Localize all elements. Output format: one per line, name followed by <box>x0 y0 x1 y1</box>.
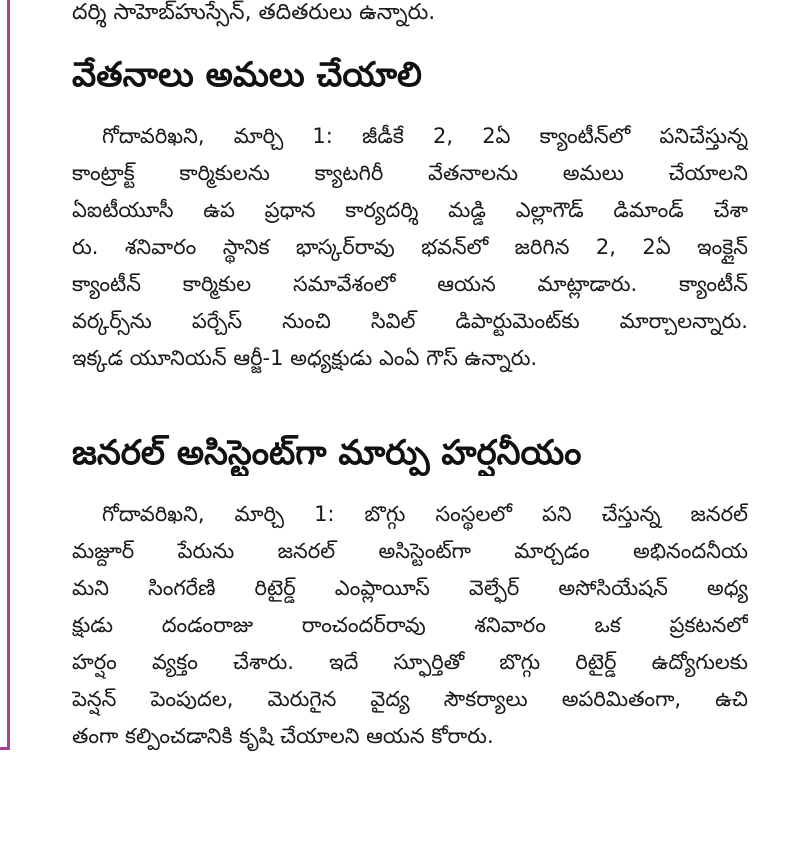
article-2-line: మజ్దూర్ పేరును జనరల్ అసిస్టెంట్‌గా మార్చడం అభినందనీయ <box>72 539 748 563</box>
article-2-line: పెన్షన్ పెంపుదల, మెరుగైన వైద్య సౌకర్యాలు అపరిమితంగా, ఉచి <box>72 687 748 711</box>
article-2-line: హర్షం వ్యక్తం చేశారు. ఇదే స్ఫూర్తితో బొగ్గు రిటైర్డ్ ఉద్యోగులకు <box>72 650 748 674</box>
article-2-headline: జనరల్ అసిస్టెంట్‌గా మార్పు హర్షనీయం <box>72 433 582 473</box>
border-rule-vertical <box>7 0 10 747</box>
article-1-line: ఇక్కడ యూనియన్ ఆర్జీ-1 అధ్యక్షుడు ఎంఏ గౌస్ ఉన్నారు. <box>72 346 538 370</box>
article-2-line: క్షుడు దండంరాజు రాంచందర్‌రావు శనివారం ఒక ప్రకటనలో <box>72 613 748 637</box>
article-1-line: వర్కర్స్‌ను పర్చేస్ నుంచి సివిల్ డిపార్టుమెంట్‌కు మార్చాలన్నారు. <box>72 309 748 333</box>
article-2-body <box>72 496 748 755</box>
article-1-body <box>72 118 748 377</box>
article-1-line: ఏఐటీయూసీ ఉప ప్రధాన కార్యదర్శి మడ్డి ఎల్లాగౌడ్ డిమాండ్ చేశా <box>72 198 748 222</box>
article-1-headline: వేతనాలు అమలు చేయాలి <box>72 55 422 95</box>
article-1-line: క్యాంటీన్ కార్మికుల సమావేశంలో ఆయన మాట్లాడారు. క్యాంటీన్ <box>72 272 748 296</box>
article-1-line: రు. శనివారం స్థానిక భాస్కర్‌రావు భవన్‌లో జరిగిన 2, 2ఏ ఇంక్లైన్ <box>72 235 748 259</box>
border-rule-horizontal <box>0 747 10 750</box>
previous-article-tail: దర్శి సాహెబ్‌హుస్సేన్, తదితరులు ఉన్నారు. <box>72 0 436 25</box>
article-2-line: గోదావరిఖని, మార్చి 1: బొగ్గు సంస్థలలో పని చేస్తున్న జనరల్ <box>102 502 748 526</box>
article-2-line: తంగా కల్పించడానికి కృషి చేయాలని ఆయన కోరారు. <box>72 724 494 748</box>
article-1-line: కాంట్రాక్ట్ కార్మికులను క్యాటగిరీ వేతనాలను అమలు చేయాలని <box>72 161 748 185</box>
article-1-line: గోదావరిఖని, మార్చి 1: జీడీకే 2, 2ఏ క్యాంటీన్‌లో పనిచేస్తున్న <box>102 124 748 148</box>
article-2-line: మని సింగరేణి రిటైర్డ్ ఎంప్లాయీస్ వెల్ఫేర్ అసోసియేషన్ అధ్య <box>72 576 748 600</box>
